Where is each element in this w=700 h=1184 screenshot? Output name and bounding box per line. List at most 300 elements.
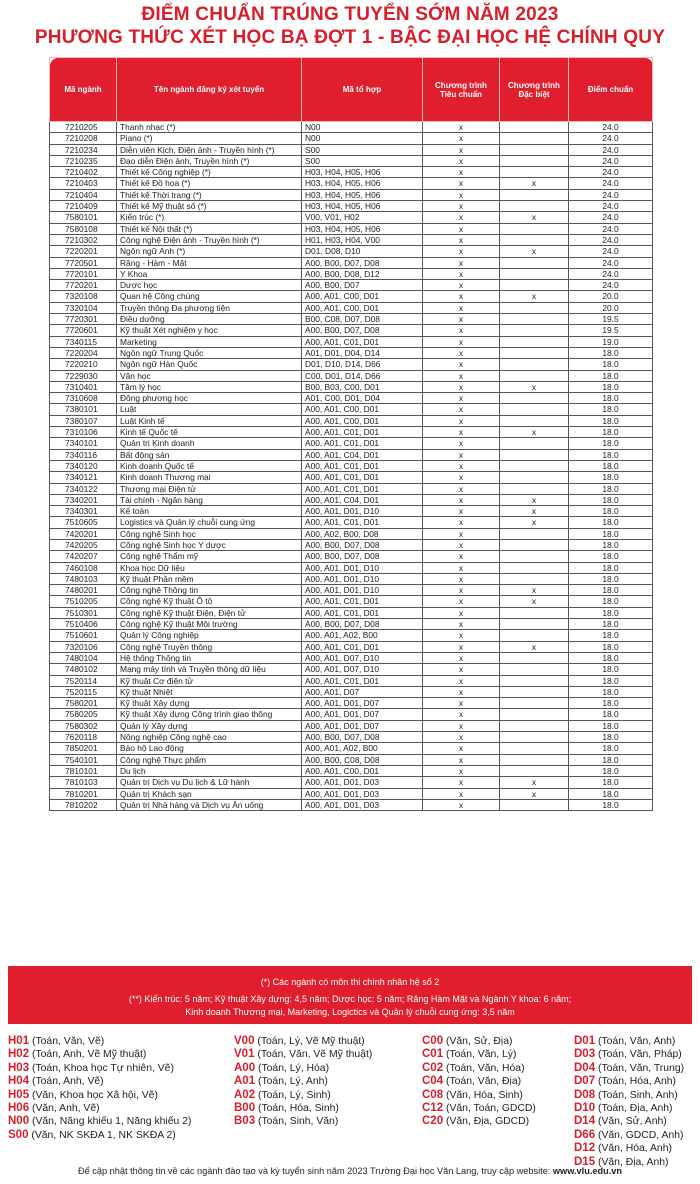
- cell-standard: x: [423, 664, 500, 675]
- cell-special: x: [500, 517, 569, 528]
- cell-combo: S00: [302, 155, 423, 166]
- legend-desc: (Toán, Anh, Vẽ): [29, 1076, 104, 1088]
- cell-name: Công nghệ Kỹ thuật Ô tô: [117, 596, 302, 607]
- legend-code: D07: [574, 1075, 596, 1088]
- page-title: ĐIỂM CHUẨN TRÚNG TUYỂN SỚM NĂM 2023: [141, 4, 559, 25]
- cell-standard: x: [423, 393, 500, 404]
- cell-combo: H03, H04, H05, H06: [302, 223, 423, 234]
- legend-desc: (Toán, Lý, Vẽ Mỹ thuật): [254, 1036, 365, 1047]
- legend-item: [422, 1062, 536, 1075]
- cell-standard: x: [423, 144, 500, 155]
- cell-combo: A00, A01, D01, D07: [302, 709, 423, 720]
- legend-desc: (Toán, Văn, Pháp): [595, 1049, 682, 1061]
- legend-item: [234, 1062, 372, 1075]
- cell-special: [500, 551, 569, 562]
- cell-special: [500, 675, 569, 686]
- cell-combo: A00, B00, D07, D08: [302, 732, 423, 743]
- cell-combo: H03, H04, H05, H06: [302, 201, 423, 212]
- legend-item: [574, 1075, 684, 1088]
- legend-item: [422, 1115, 536, 1128]
- cell-score: 18.0: [569, 652, 653, 663]
- cell-score: 24.0: [569, 189, 653, 200]
- table-row: [50, 483, 653, 494]
- cell-code: 7320108: [50, 291, 117, 302]
- legend-code: H01: [8, 1035, 30, 1047]
- cell-special: [500, 449, 569, 460]
- legend-code: A01: [234, 1075, 256, 1088]
- cell-combo: A00, A01, C00, D01: [302, 291, 423, 302]
- cell-combo: A00, A01, C00, D01: [302, 404, 423, 415]
- cell-special: [500, 528, 569, 539]
- table-row: [50, 709, 653, 720]
- cell-name: Kỹ thuật Cơ điện tử: [117, 675, 302, 686]
- cell-name: Truyền thông Đa phương tiện: [117, 302, 302, 313]
- cell-code: 7510605: [50, 517, 117, 528]
- table-row: [50, 506, 653, 517]
- cell-code: 7520114: [50, 675, 117, 686]
- legend-code: C02: [422, 1061, 444, 1074]
- cell-score: 18.0: [569, 720, 653, 731]
- legend-item: [574, 1062, 684, 1075]
- legend-desc: (Văn, Khoa học Xã hội, Vẽ): [29, 1089, 158, 1101]
- cell-special: x: [500, 585, 569, 596]
- cell-code: 7580302: [50, 720, 117, 731]
- cell-special: x: [500, 506, 569, 517]
- cell-special: [500, 743, 569, 754]
- legend-code: S00: [8, 1128, 29, 1141]
- table-row: [50, 438, 653, 449]
- cell-code: 7380107: [50, 415, 117, 426]
- cell-special: [500, 234, 569, 245]
- cell-special: [500, 336, 569, 347]
- cell-special: x: [500, 777, 569, 788]
- cell-name: Thương mại Điện tử: [117, 483, 302, 494]
- cell-combo: A00, A01, C01, D01: [302, 336, 423, 347]
- cell-score: 18.0: [569, 404, 653, 415]
- legend-desc: (Toán, Sinh, Văn): [255, 1116, 339, 1128]
- cell-code: 7720501: [50, 257, 117, 268]
- legend-desc: (Văn, Sử, Anh): [595, 1116, 667, 1128]
- legend-code: B00: [234, 1101, 256, 1114]
- note-duration: (**) Kiến trúc: 5 năm; Kỹ thuật Xây dựng: 4,5 năm; Dược học: 5 năm; Răng Hàm Mặt và Ngành Y khoa: 6 năm;: [128, 994, 572, 1004]
- cell-name: Thiết kế Đồ họa (*): [117, 178, 302, 189]
- cell-code: 7310401: [50, 381, 117, 392]
- cell-score: 18.0: [569, 460, 653, 471]
- cell-score: 18.0: [569, 641, 653, 652]
- cell-combo: H03, H04, H05, H06: [302, 167, 423, 178]
- cell-code: 7310106: [50, 427, 117, 438]
- cell-score: 18.0: [569, 788, 653, 799]
- cell-name: Công nghệ Truyền thông: [117, 641, 302, 652]
- cell-name: Ngôn ngữ Trung Quốc: [117, 347, 302, 358]
- cell-special: x: [500, 212, 569, 223]
- cell-standard: x: [423, 698, 500, 709]
- cell-standard: x: [423, 743, 500, 754]
- legend-code: C08: [422, 1088, 444, 1101]
- table-row: [50, 494, 653, 505]
- cell-code: 7720201: [50, 280, 117, 291]
- legend-code: D03: [574, 1048, 596, 1061]
- cell-standard: x: [423, 483, 500, 494]
- cell-special: [500, 607, 569, 618]
- note-duration-cont: Kinh doanh Thương mại, Marketing, Logictics và Quản lý chuỗi cung ứng: 3,5 năm: [185, 1007, 515, 1017]
- table-row: [50, 720, 653, 731]
- cell-combo: A00, A01, C01, D01: [302, 675, 423, 686]
- cell-name: Thanh nhạc (*): [117, 122, 302, 133]
- cell-standard: x: [423, 551, 500, 562]
- table-row: [50, 743, 653, 754]
- legend-item: [234, 1102, 372, 1115]
- cell-name: Tâm lý học: [117, 381, 302, 392]
- cell-score: 18.0: [569, 415, 653, 426]
- website-link[interactable]: www.vlu.edu.vn: [552, 1166, 622, 1176]
- table-row: [50, 539, 653, 550]
- cell-score: 18.0: [569, 517, 653, 528]
- cell-standard: x: [423, 619, 500, 630]
- cell-special: [500, 754, 569, 765]
- cell-special: [500, 201, 569, 212]
- cell-name: Kỹ thuật Phần mềm: [117, 573, 302, 584]
- cell-score: 24.0: [569, 133, 653, 144]
- cell-score: 20.0: [569, 302, 653, 313]
- cell-code: 7620118: [50, 732, 117, 743]
- cell-score: 18.0: [569, 359, 653, 370]
- cell-special: x: [500, 427, 569, 438]
- cell-score: 24.0: [569, 178, 653, 189]
- table-row: [50, 732, 653, 743]
- legend-code: A00: [234, 1061, 256, 1074]
- cell-name: Kinh tế Quốc tế: [117, 427, 302, 438]
- legend-code: V01: [234, 1048, 255, 1061]
- cell-score: 18.0: [569, 765, 653, 776]
- cell-score: 18.0: [569, 664, 653, 675]
- legend-desc: (Toán, Lý, Anh): [255, 1076, 328, 1088]
- cell-special: [500, 370, 569, 381]
- cell-score: 20.0: [569, 291, 653, 302]
- cell-standard: x: [423, 234, 500, 245]
- cell-code: 7320106: [50, 641, 117, 652]
- cell-name: Kỹ thuật Xây dựng Công trình giao thông: [117, 709, 302, 720]
- cell-special: [500, 562, 569, 573]
- cell-name: Ngôn ngữ Hàn Quốc: [117, 359, 302, 370]
- cell-special: [500, 652, 569, 663]
- header-standard-program: [423, 58, 500, 122]
- legend-column-2: [234, 1035, 372, 1129]
- legend-desc: (Toán, Văn, Hóa): [443, 1062, 525, 1074]
- cell-code: 7340301: [50, 506, 117, 517]
- cell-score: 24.0: [569, 246, 653, 257]
- cell-score: 19.0: [569, 336, 653, 347]
- legend-item: [234, 1115, 372, 1128]
- cell-special: x: [500, 291, 569, 302]
- cell-combo: A00, A01, C01, D01: [302, 483, 423, 494]
- cell-name: Công nghệ Điện ảnh - Truyền hình (*): [117, 234, 302, 245]
- legend-column-1: [8, 1035, 191, 1142]
- cell-special: x: [500, 246, 569, 257]
- cell-special: x: [500, 494, 569, 505]
- table-row: [50, 664, 653, 675]
- cell-code: 7210302: [50, 234, 117, 245]
- cell-name: Kinh doanh Quốc tế: [117, 460, 302, 471]
- cell-score: 18.0: [569, 698, 653, 709]
- cell-score: 18.0: [569, 675, 653, 686]
- cell-code: 7580201: [50, 698, 117, 709]
- legend-desc: (Toán, Văn, Địa): [443, 1076, 522, 1088]
- cell-special: [500, 404, 569, 415]
- cell-code: 7480104: [50, 652, 117, 663]
- table-row: [50, 201, 653, 212]
- cell-score: 18.0: [569, 449, 653, 460]
- cell-standard: x: [423, 336, 500, 347]
- table-row: [50, 686, 653, 697]
- cell-combo: H01, H03, H04, V00: [302, 234, 423, 245]
- cell-name: Y Khoa: [117, 268, 302, 279]
- cell-combo: A00, A01, D07: [302, 686, 423, 697]
- cell-name: Đông phương học: [117, 393, 302, 404]
- table-row: [50, 144, 653, 155]
- cell-code: 7480201: [50, 585, 117, 596]
- cell-standard: x: [423, 607, 500, 618]
- cell-standard: x: [423, 438, 500, 449]
- cell-standard: x: [423, 754, 500, 765]
- cell-code: 7720101: [50, 268, 117, 279]
- cell-standard: x: [423, 494, 500, 505]
- footer: [0, 1166, 700, 1176]
- cell-combo: A00, A01, D01, D03: [302, 799, 423, 810]
- table-row: [50, 234, 653, 245]
- cell-name: Bảo hộ Lao động: [117, 743, 302, 754]
- cell-name: Thiết kế Thời trang (*): [117, 189, 302, 200]
- cell-code: 7310608: [50, 393, 117, 404]
- table-row: [50, 573, 653, 584]
- cell-name: Kỹ thuật Nhiệt: [117, 686, 302, 697]
- legend-desc: (Văn, Địa, GDCD): [443, 1116, 530, 1128]
- table-row: [50, 133, 653, 144]
- legend-code: C00: [422, 1035, 444, 1047]
- cell-score: 18.0: [569, 381, 653, 392]
- cell-standard: x: [423, 777, 500, 788]
- cell-standard: x: [423, 449, 500, 460]
- cell-code: 7220201: [50, 246, 117, 257]
- legend-item: [422, 1102, 536, 1115]
- header-special-line1: Chương trình: [508, 80, 560, 90]
- cell-name: Văn học: [117, 370, 302, 381]
- cell-special: x: [500, 381, 569, 392]
- cell-special: [500, 539, 569, 550]
- cell-standard: x: [423, 675, 500, 686]
- table-row: [50, 585, 653, 596]
- cell-score: 18.0: [569, 539, 653, 550]
- legend-code: D15: [574, 1155, 596, 1168]
- cell-combo: A00, B00, D07, D08: [302, 325, 423, 336]
- legend-item: [8, 1062, 191, 1075]
- cell-combo: A00, B00, D07, D08: [302, 551, 423, 562]
- cell-score: 18.0: [569, 799, 653, 810]
- cell-special: [500, 359, 569, 370]
- legend-code: H04: [8, 1075, 30, 1088]
- cell-score: 18.0: [569, 619, 653, 630]
- cell-score: 18.0: [569, 551, 653, 562]
- header-code: Mã ngành: [50, 58, 117, 122]
- cell-score: 18.0: [569, 754, 653, 765]
- cell-combo: A00, A01, C04, D01: [302, 494, 423, 505]
- table-row: [50, 415, 653, 426]
- cell-standard: x: [423, 314, 500, 325]
- table-row: [50, 754, 653, 765]
- legend-item: [8, 1129, 191, 1142]
- cell-special: x: [500, 596, 569, 607]
- cell-name: Mạng máy tính và Truyền thông dữ liệu: [117, 664, 302, 675]
- cell-code: 7720601: [50, 325, 117, 336]
- legend-code: C12: [422, 1101, 444, 1114]
- cell-code: 7210208: [50, 133, 117, 144]
- table-row: [50, 393, 653, 404]
- table-row: [50, 381, 653, 392]
- cell-score: 18.0: [569, 686, 653, 697]
- cell-special: [500, 257, 569, 268]
- cell-special: [500, 302, 569, 313]
- legend-code: D10: [574, 1101, 596, 1114]
- cell-name: Thiết kế Công nghiệp (*): [117, 167, 302, 178]
- cell-code: 7810201: [50, 788, 117, 799]
- cell-score: 24.0: [569, 155, 653, 166]
- cell-standard: x: [423, 732, 500, 743]
- table-row: [50, 562, 653, 573]
- cell-combo: A00, A01, D07, D10: [302, 664, 423, 675]
- legend-code: N00: [8, 1115, 30, 1128]
- legend-desc: (Toán, Anh, Vẽ Mỹ thuật): [29, 1049, 147, 1061]
- cell-standard: x: [423, 155, 500, 166]
- cell-code: 7510406: [50, 619, 117, 630]
- legend-desc: (Toán, Văn, Anh): [595, 1036, 676, 1047]
- cell-code: 7420205: [50, 539, 117, 550]
- legend-code: D12: [574, 1142, 596, 1155]
- cell-standard: x: [423, 562, 500, 573]
- cell-standard: x: [423, 539, 500, 550]
- cell-name: Quan hệ Công chúng: [117, 291, 302, 302]
- cell-score: 18.0: [569, 596, 653, 607]
- cell-name: Quản trị Kinh doanh: [117, 438, 302, 449]
- cell-code: 7340121: [50, 472, 117, 483]
- cell-standard: x: [423, 201, 500, 212]
- legend-code: D08: [574, 1088, 596, 1101]
- cell-code: 7210235: [50, 155, 117, 166]
- legend-desc: (Toán, Địa, Anh): [595, 1102, 673, 1114]
- cell-standard: x: [423, 280, 500, 291]
- cell-combo: A00, A01, C01, D01: [302, 607, 423, 618]
- cell-name: Kỹ thuật Xây dựng: [117, 698, 302, 709]
- cell-score: 18.0: [569, 743, 653, 754]
- table-row: [50, 212, 653, 223]
- table-row: [50, 607, 653, 618]
- legend-code: C04: [422, 1075, 444, 1088]
- cell-name: Công nghệ Thông tin: [117, 585, 302, 596]
- cell-code: 7340122: [50, 483, 117, 494]
- cell-special: [500, 438, 569, 449]
- cell-combo: A00, B00, D07, D08: [302, 619, 423, 630]
- cell-name: Điều dưỡng: [117, 314, 302, 325]
- cell-special: [500, 347, 569, 358]
- cell-standard: x: [423, 291, 500, 302]
- cell-combo: A00, A01, D01, D10: [302, 506, 423, 517]
- cell-code: 7520115: [50, 686, 117, 697]
- table-row: [50, 314, 653, 325]
- cell-score: 18.0: [569, 630, 653, 641]
- cell-score: 24.0: [569, 122, 653, 133]
- cell-standard: x: [423, 788, 500, 799]
- cell-name: Quản trị Khách sạn: [117, 788, 302, 799]
- cell-name: Hệ thống Thông tin: [117, 652, 302, 663]
- table-row: [50, 777, 653, 788]
- legend-item: [422, 1089, 536, 1102]
- cell-code: 7510301: [50, 607, 117, 618]
- cell-combo: A00, A01, A02, B00: [302, 743, 423, 754]
- legend-item: [574, 1035, 684, 1048]
- table-row: [50, 336, 653, 347]
- cell-code: 7720301: [50, 314, 117, 325]
- cell-special: [500, 573, 569, 584]
- cell-standard: x: [423, 381, 500, 392]
- cell-score: 18.0: [569, 438, 653, 449]
- legend-desc: (Văn, NK SKĐA 1, NK SKĐA 2): [28, 1129, 176, 1141]
- cell-score: 24.0: [569, 144, 653, 155]
- table-row: [50, 427, 653, 438]
- legend-item: [8, 1102, 191, 1115]
- table-row: [50, 268, 653, 279]
- cell-special: [500, 133, 569, 144]
- cell-code: 7229030: [50, 370, 117, 381]
- cell-standard: x: [423, 460, 500, 471]
- cell-name: Thiết kế Nội thất (*): [117, 223, 302, 234]
- cell-special: [500, 472, 569, 483]
- legend-code: H03: [8, 1061, 30, 1074]
- legend-desc: (Toán, Hóa, Anh): [595, 1076, 676, 1088]
- legend-item: [8, 1115, 191, 1128]
- cell-score: 24.0: [569, 167, 653, 178]
- header-combo: Mã tổ hợp: [302, 58, 423, 122]
- cell-score: 18.0: [569, 393, 653, 404]
- cell-standard: x: [423, 212, 500, 223]
- table-row: [50, 155, 653, 166]
- legend-item: [234, 1089, 372, 1102]
- legend-code: D14: [574, 1115, 596, 1128]
- cell-special: [500, 189, 569, 200]
- cell-combo: A00, A01, C01, D01: [302, 438, 423, 449]
- cell-standard: x: [423, 302, 500, 313]
- cell-code: 7340201: [50, 494, 117, 505]
- cell-score: 24.0: [569, 257, 653, 268]
- legend-desc: (Toán, Lý, Hóa): [255, 1062, 330, 1074]
- legend-code: H02: [8, 1048, 30, 1061]
- cell-special: [500, 460, 569, 471]
- cell-combo: A00, A01, D01, D07: [302, 720, 423, 731]
- cell-name: Dược học: [117, 280, 302, 291]
- cell-name: Công nghệ Sinh học: [117, 528, 302, 539]
- cell-special: [500, 799, 569, 810]
- cell-combo: S00: [302, 144, 423, 155]
- cell-standard: x: [423, 347, 500, 358]
- cell-name: Công nghệ Sinh học Y dược: [117, 539, 302, 550]
- table-row: [50, 675, 653, 686]
- cell-name: Đạo diễn Điện ảnh, Truyền hình (*): [117, 155, 302, 166]
- cell-code: 7210404: [50, 189, 117, 200]
- cell-name: Ngôn ngữ Anh (*): [117, 246, 302, 257]
- table-row: [50, 765, 653, 776]
- cell-standard: x: [423, 325, 500, 336]
- cell-code: 7210403: [50, 178, 117, 189]
- table-row: [50, 630, 653, 641]
- legend-item: [234, 1048, 372, 1061]
